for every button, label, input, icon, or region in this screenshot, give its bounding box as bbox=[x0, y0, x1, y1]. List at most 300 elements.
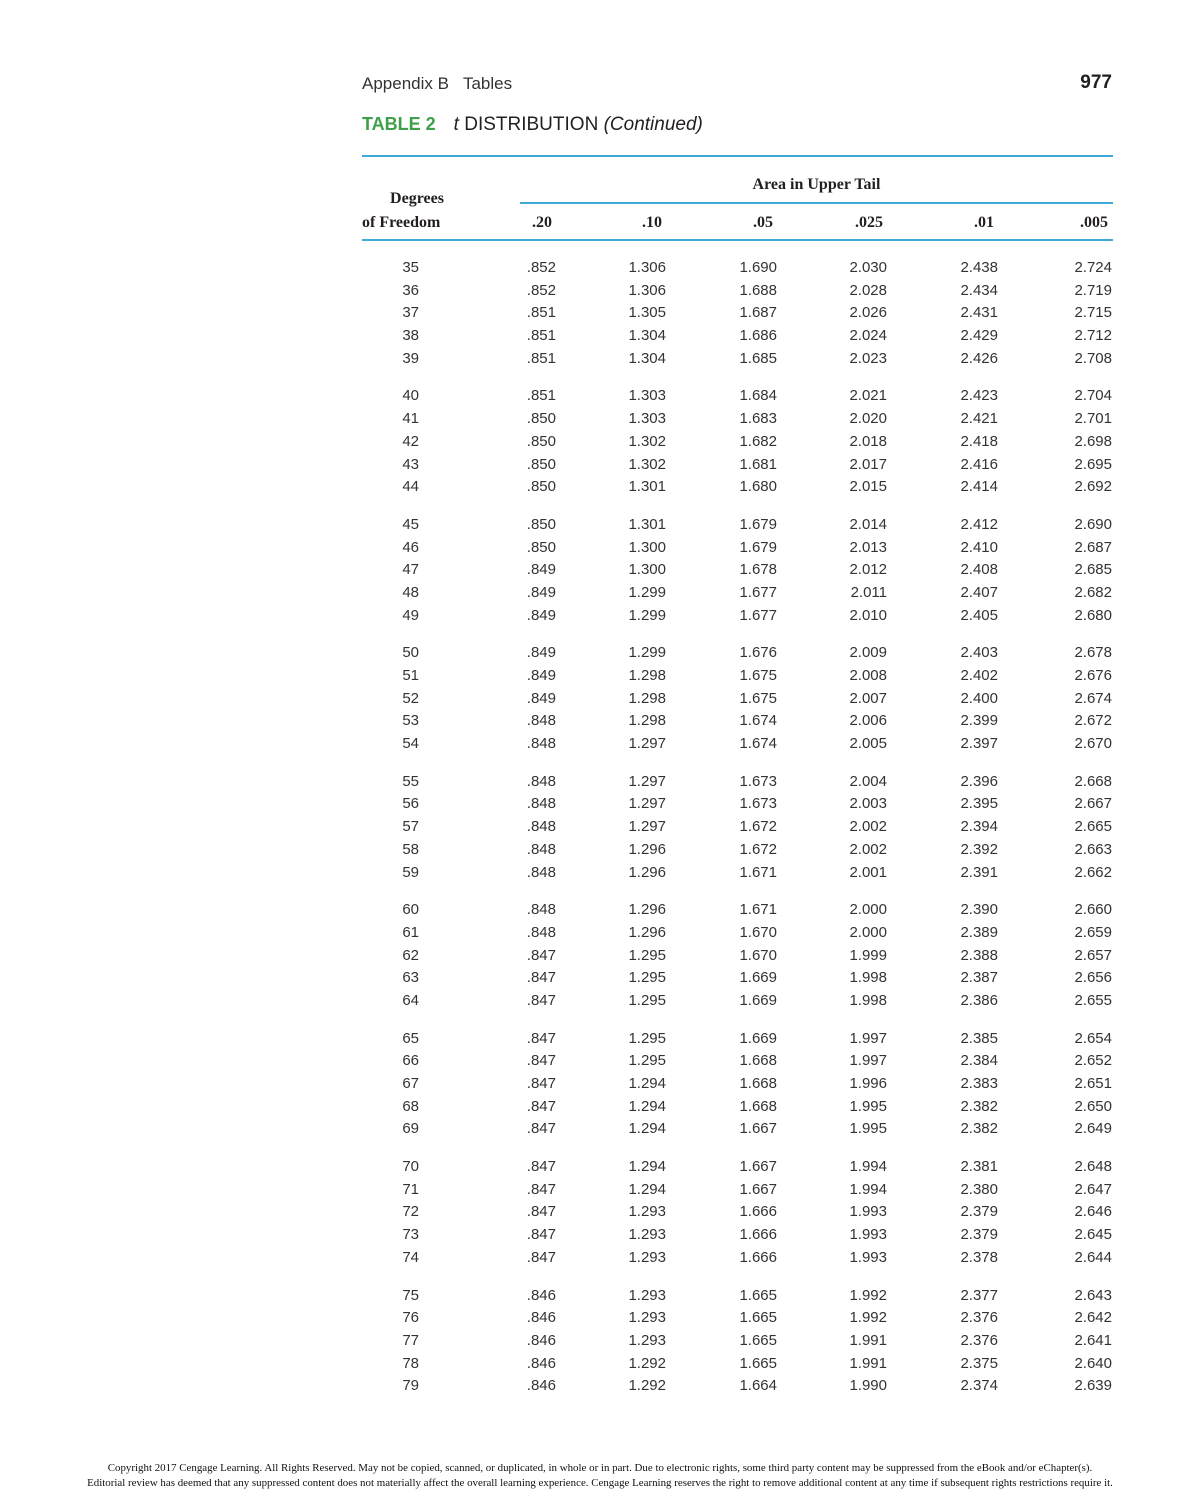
df-cell: 68 bbox=[402, 1097, 419, 1115]
table-row bbox=[362, 1224, 1113, 1247]
value-cell: 2.017 bbox=[849, 455, 887, 473]
value-cell: 1.293 bbox=[628, 1248, 666, 1266]
value-cell: 2.405 bbox=[960, 606, 998, 624]
value-cell: 1.297 bbox=[628, 818, 666, 836]
value-cell: 1.992 bbox=[849, 1309, 887, 1327]
value-cell: 2.412 bbox=[960, 515, 998, 533]
value-cell: 2.687 bbox=[1074, 538, 1112, 556]
value-cell: 1.295 bbox=[628, 969, 666, 987]
table-row bbox=[362, 642, 1113, 665]
df-cell: 36 bbox=[402, 281, 419, 299]
value-cell: 1.678 bbox=[739, 561, 777, 579]
df-cell: 49 bbox=[402, 606, 419, 624]
value-cell: 2.379 bbox=[960, 1203, 998, 1221]
value-cell: 1.293 bbox=[628, 1331, 666, 1349]
value-cell: 1.674 bbox=[739, 712, 777, 730]
value-cell: 2.382 bbox=[960, 1097, 998, 1115]
running-head-title bbox=[362, 74, 512, 94]
value-cell: 1.684 bbox=[739, 387, 777, 405]
row-group bbox=[362, 771, 1113, 884]
value-cell: 2.667 bbox=[1074, 795, 1112, 813]
value-cell: 2.662 bbox=[1074, 863, 1112, 881]
table-row bbox=[362, 454, 1113, 477]
table-continued: (Continued) bbox=[603, 114, 703, 135]
value-cell: 2.002 bbox=[849, 818, 887, 836]
value-cell: .850 bbox=[526, 515, 556, 533]
df-cell: 76 bbox=[402, 1309, 419, 1327]
value-cell: 2.012 bbox=[849, 561, 887, 579]
value-cell: 1.675 bbox=[739, 689, 777, 707]
df-cell: 66 bbox=[402, 1052, 419, 1070]
value-cell: 2.410 bbox=[960, 538, 998, 556]
value-cell: 2.692 bbox=[1074, 478, 1112, 496]
value-cell: .846 bbox=[526, 1354, 556, 1372]
column-header: .025 bbox=[855, 214, 883, 231]
value-cell: 1.294 bbox=[628, 1120, 666, 1138]
value-cell: 1.994 bbox=[849, 1158, 887, 1176]
value-cell: .848 bbox=[526, 795, 556, 813]
value-cell: 1.683 bbox=[739, 410, 777, 428]
value-cell: 2.009 bbox=[849, 644, 887, 662]
table-row bbox=[362, 1285, 1113, 1308]
df-cell: 62 bbox=[402, 946, 419, 964]
df-cell: 61 bbox=[402, 923, 419, 941]
value-cell: 2.001 bbox=[849, 863, 887, 881]
value-cell: 2.374 bbox=[960, 1377, 998, 1395]
value-cell: 2.000 bbox=[849, 923, 887, 941]
table-label: TABLE 2 bbox=[362, 114, 436, 134]
value-cell: 1.301 bbox=[628, 515, 666, 533]
value-cell: 1.667 bbox=[739, 1180, 777, 1198]
table-row bbox=[362, 733, 1113, 756]
value-cell: 1.666 bbox=[739, 1226, 777, 1244]
value-cell: 2.639 bbox=[1074, 1377, 1112, 1395]
value-cell: 1.299 bbox=[628, 583, 666, 601]
df-cell: 35 bbox=[402, 259, 419, 276]
value-cell: 2.668 bbox=[1074, 772, 1112, 790]
value-cell: 2.005 bbox=[849, 735, 887, 753]
value-cell: .847 bbox=[526, 1120, 556, 1138]
df-cell: 50 bbox=[402, 644, 419, 662]
value-cell: 2.660 bbox=[1074, 901, 1112, 919]
table-row bbox=[362, 1247, 1113, 1270]
value-cell: 2.000 bbox=[849, 901, 887, 919]
table-row bbox=[362, 348, 1113, 371]
value-cell: 1.991 bbox=[849, 1331, 887, 1349]
value-cell: 1.668 bbox=[739, 1052, 777, 1070]
value-cell: 1.679 bbox=[739, 515, 777, 533]
value-cell: 2.400 bbox=[960, 689, 998, 707]
value-cell: .847 bbox=[526, 991, 556, 1009]
value-cell: 2.690 bbox=[1074, 515, 1112, 533]
value-cell: 2.418 bbox=[960, 432, 998, 450]
value-cell: 2.387 bbox=[960, 969, 998, 987]
value-cell: 2.020 bbox=[849, 410, 887, 428]
value-cell: 2.408 bbox=[960, 561, 998, 579]
value-cell: 1.690 bbox=[739, 259, 777, 276]
value-cell: 1.680 bbox=[739, 478, 777, 496]
value-cell: 2.388 bbox=[960, 946, 998, 964]
table-row bbox=[362, 582, 1113, 605]
value-cell: 2.383 bbox=[960, 1075, 998, 1092]
table-row bbox=[362, 816, 1113, 839]
value-cell: 2.015 bbox=[849, 478, 887, 496]
value-cell: 1.294 bbox=[628, 1097, 666, 1115]
value-cell: .846 bbox=[526, 1377, 556, 1395]
value-cell: 2.384 bbox=[960, 1052, 998, 1070]
value-cell: 1.306 bbox=[628, 281, 666, 299]
row-group bbox=[362, 1028, 1113, 1141]
value-cell: 2.698 bbox=[1074, 432, 1112, 450]
df-cell: 73 bbox=[402, 1226, 419, 1244]
value-cell: 2.643 bbox=[1074, 1286, 1112, 1304]
value-cell: 2.665 bbox=[1074, 818, 1112, 836]
value-cell: 2.654 bbox=[1074, 1029, 1112, 1047]
value-cell: 2.021 bbox=[849, 387, 887, 405]
column-header: .10 bbox=[642, 214, 662, 231]
value-cell: 2.704 bbox=[1074, 387, 1112, 405]
value-cell: 2.394 bbox=[960, 818, 998, 836]
row-group bbox=[362, 1285, 1113, 1398]
value-cell: 1.677 bbox=[739, 606, 777, 624]
value-cell: 2.402 bbox=[960, 667, 998, 684]
df-cell: 43 bbox=[402, 455, 419, 473]
df-cell: 69 bbox=[402, 1120, 419, 1138]
value-cell: 2.708 bbox=[1074, 349, 1112, 367]
value-cell: 2.715 bbox=[1074, 304, 1112, 322]
value-cell: 2.676 bbox=[1074, 667, 1112, 684]
value-cell: 2.028 bbox=[849, 281, 887, 299]
df-cell: 38 bbox=[402, 327, 419, 345]
value-cell: 2.007 bbox=[849, 689, 887, 707]
value-cell: .847 bbox=[526, 969, 556, 987]
df-cell: 56 bbox=[402, 795, 419, 813]
value-cell: 1.677 bbox=[739, 583, 777, 601]
df-header-line1: Degrees bbox=[390, 190, 444, 207]
value-cell: 2.656 bbox=[1074, 969, 1112, 987]
value-cell: 2.011 bbox=[850, 583, 887, 601]
table-row bbox=[362, 1028, 1113, 1051]
value-cell: 2.434 bbox=[960, 281, 998, 299]
table-row bbox=[362, 839, 1113, 862]
df-cell: 39 bbox=[402, 349, 419, 367]
value-cell: 1.666 bbox=[739, 1248, 777, 1266]
df-cell: 54 bbox=[402, 735, 419, 753]
df-cell: 75 bbox=[402, 1286, 419, 1304]
value-cell: 1.296 bbox=[628, 863, 666, 881]
value-cell: .849 bbox=[526, 644, 556, 662]
df-header-line2: of Freedom bbox=[362, 214, 441, 231]
table-row bbox=[362, 1375, 1113, 1398]
df-cell: 44 bbox=[402, 478, 419, 496]
table-row bbox=[362, 665, 1113, 688]
table-row bbox=[362, 688, 1113, 711]
value-cell: .848 bbox=[526, 735, 556, 753]
value-cell: 1.298 bbox=[628, 689, 666, 707]
value-cell: 1.993 bbox=[849, 1248, 887, 1266]
table-row bbox=[362, 476, 1113, 499]
value-cell: 2.678 bbox=[1074, 644, 1112, 662]
value-cell: 1.665 bbox=[739, 1309, 777, 1327]
row-group bbox=[362, 1156, 1113, 1269]
value-cell: 2.421 bbox=[960, 410, 998, 428]
value-cell: 2.386 bbox=[960, 991, 998, 1009]
value-cell: .847 bbox=[526, 1029, 556, 1047]
value-cell: 2.003 bbox=[849, 795, 887, 813]
df-cell: 70 bbox=[402, 1158, 419, 1176]
value-cell: 2.641 bbox=[1074, 1331, 1112, 1349]
df-cell: 51 bbox=[402, 667, 419, 684]
value-cell: 2.648 bbox=[1074, 1158, 1112, 1176]
df-cell: 64 bbox=[402, 991, 419, 1009]
value-cell: 1.296 bbox=[628, 923, 666, 941]
value-cell: 1.302 bbox=[628, 455, 666, 473]
footer-line-1: Copyright 2017 Cengage Learning. All Rights Reserved. May not be copied, scanned, or duplicated, in whole or in part. Due to electronic rights, some third party content may be suppressed from the eBook and/or eChapter(s). bbox=[107, 1462, 1093, 1474]
value-cell: 2.399 bbox=[960, 712, 998, 730]
value-cell: 2.701 bbox=[1074, 410, 1112, 428]
table-row bbox=[362, 862, 1113, 885]
value-cell: 1.303 bbox=[628, 387, 666, 405]
value-cell: .848 bbox=[526, 901, 556, 919]
value-cell: .848 bbox=[526, 818, 556, 836]
value-cell: 2.396 bbox=[960, 772, 998, 790]
value-cell: 1.997 bbox=[849, 1029, 887, 1047]
df-cell: 42 bbox=[402, 432, 419, 450]
value-cell: 1.685 bbox=[739, 349, 777, 367]
value-cell: 1.995 bbox=[849, 1120, 887, 1138]
value-cell: 2.642 bbox=[1074, 1309, 1112, 1327]
table-row bbox=[362, 408, 1113, 431]
value-cell: 2.640 bbox=[1074, 1354, 1112, 1372]
value-cell: .852 bbox=[526, 281, 556, 299]
value-cell: 1.671 bbox=[739, 901, 777, 919]
df-cell: 59 bbox=[402, 863, 419, 881]
value-cell: 2.659 bbox=[1074, 923, 1112, 941]
value-cell: 1.672 bbox=[739, 840, 777, 858]
value-cell: 2.024 bbox=[849, 327, 887, 345]
value-cell: 1.686 bbox=[739, 327, 777, 345]
value-cell: 1.665 bbox=[739, 1331, 777, 1349]
table-row bbox=[362, 559, 1113, 582]
value-cell: 2.650 bbox=[1074, 1097, 1112, 1115]
value-cell: .848 bbox=[526, 863, 556, 881]
value-cell: 1.996 bbox=[849, 1075, 887, 1092]
value-cell: .847 bbox=[526, 1097, 556, 1115]
value-cell: 1.295 bbox=[628, 1029, 666, 1047]
table-row bbox=[362, 1307, 1113, 1330]
value-cell: 1.993 bbox=[849, 1203, 887, 1221]
area-header-rule bbox=[520, 202, 1113, 204]
value-cell: 1.669 bbox=[739, 969, 777, 987]
df-cell: 72 bbox=[402, 1203, 419, 1221]
value-cell: 1.993 bbox=[849, 1226, 887, 1244]
value-cell: 2.391 bbox=[960, 863, 998, 881]
value-cell: 2.429 bbox=[960, 327, 998, 345]
value-cell: 1.297 bbox=[628, 795, 666, 813]
df-cell: 41 bbox=[402, 410, 419, 428]
value-cell: .851 bbox=[526, 387, 556, 405]
table-row bbox=[362, 967, 1113, 990]
value-cell: 2.390 bbox=[960, 901, 998, 919]
value-cell: 1.296 bbox=[628, 840, 666, 858]
table-row bbox=[362, 710, 1113, 733]
value-cell: 2.416 bbox=[960, 455, 998, 473]
table-row bbox=[362, 1073, 1113, 1096]
value-cell: 2.651 bbox=[1074, 1075, 1112, 1092]
value-cell: 2.013 bbox=[849, 538, 887, 556]
value-cell: 1.688 bbox=[739, 281, 777, 299]
value-cell: 1.293 bbox=[628, 1309, 666, 1327]
value-cell: .851 bbox=[526, 349, 556, 367]
row-group bbox=[362, 257, 1113, 370]
value-cell: 1.297 bbox=[628, 735, 666, 753]
value-cell: 1.669 bbox=[739, 1029, 777, 1047]
value-cell: .849 bbox=[526, 583, 556, 601]
value-cell: 2.655 bbox=[1074, 991, 1112, 1009]
value-cell: .850 bbox=[526, 455, 556, 473]
df-cell: 48 bbox=[402, 583, 419, 601]
value-cell: .848 bbox=[526, 923, 556, 941]
value-cell: .849 bbox=[526, 689, 556, 707]
value-cell: 2.670 bbox=[1074, 735, 1112, 753]
value-cell: 1.676 bbox=[739, 644, 777, 662]
header-bottom-rule bbox=[362, 239, 1113, 241]
value-cell: 2.407 bbox=[960, 583, 998, 601]
value-cell: 2.010 bbox=[849, 606, 887, 624]
table-row bbox=[362, 257, 1113, 280]
df-cell: 78 bbox=[402, 1354, 419, 1372]
table-row bbox=[362, 605, 1113, 628]
value-cell: 2.018 bbox=[849, 432, 887, 450]
value-cell: 2.375 bbox=[960, 1354, 998, 1372]
area-header: Area in Upper Tail bbox=[752, 176, 881, 193]
value-cell: 2.376 bbox=[960, 1309, 998, 1327]
value-cell: 1.304 bbox=[628, 327, 666, 345]
value-cell: .847 bbox=[526, 946, 556, 964]
value-cell: 2.724 bbox=[1074, 259, 1112, 276]
running-head bbox=[362, 72, 1112, 98]
row-group bbox=[362, 514, 1113, 627]
value-cell: .847 bbox=[526, 1052, 556, 1070]
value-cell: 2.002 bbox=[849, 840, 887, 858]
value-cell: 1.298 bbox=[628, 712, 666, 730]
df-cell: 45 bbox=[402, 515, 419, 533]
value-cell: .847 bbox=[526, 1203, 556, 1221]
value-cell: 1.675 bbox=[739, 667, 777, 684]
value-cell: .846 bbox=[526, 1286, 556, 1304]
value-cell: 1.294 bbox=[628, 1075, 666, 1092]
df-cell: 65 bbox=[402, 1029, 419, 1047]
value-cell: 2.647 bbox=[1074, 1180, 1112, 1198]
value-cell: 1.296 bbox=[628, 901, 666, 919]
appendix-label: Appendix B bbox=[362, 74, 449, 93]
df-cell: 55 bbox=[402, 772, 419, 790]
value-cell: 1.997 bbox=[849, 1052, 887, 1070]
value-cell: 1.665 bbox=[739, 1354, 777, 1372]
value-cell: 1.994 bbox=[849, 1180, 887, 1198]
table-row bbox=[362, 793, 1113, 816]
table-row bbox=[362, 325, 1113, 348]
value-cell: .847 bbox=[526, 1180, 556, 1198]
value-cell: 1.306 bbox=[628, 259, 666, 276]
value-cell: 1.992 bbox=[849, 1286, 887, 1304]
value-cell: 1.300 bbox=[628, 538, 666, 556]
value-cell: 2.004 bbox=[849, 772, 887, 790]
value-cell: 1.295 bbox=[628, 1052, 666, 1070]
table-row bbox=[362, 1353, 1113, 1376]
value-cell: 1.294 bbox=[628, 1180, 666, 1198]
table-row bbox=[362, 280, 1113, 303]
table-row bbox=[362, 1201, 1113, 1224]
value-cell: 1.670 bbox=[739, 946, 777, 964]
value-cell: 1.682 bbox=[739, 432, 777, 450]
page-number: 977 bbox=[1080, 72, 1112, 93]
value-cell: 1.664 bbox=[739, 1377, 777, 1395]
table-symbol: t bbox=[453, 114, 459, 135]
value-cell: 1.299 bbox=[628, 644, 666, 662]
value-cell: 1.665 bbox=[739, 1286, 777, 1304]
value-cell: .849 bbox=[526, 606, 556, 624]
table-row bbox=[362, 1179, 1113, 1202]
df-cell: 46 bbox=[402, 538, 419, 556]
value-cell: 2.438 bbox=[960, 259, 998, 276]
value-cell: 2.712 bbox=[1074, 327, 1112, 345]
value-cell: 1.672 bbox=[739, 818, 777, 836]
value-cell: 1.668 bbox=[739, 1097, 777, 1115]
table-body bbox=[362, 257, 1113, 1413]
value-cell: 1.998 bbox=[849, 969, 887, 987]
value-cell: .852 bbox=[526, 259, 556, 276]
df-cell: 57 bbox=[402, 818, 419, 836]
appendix-title: Tables bbox=[462, 74, 513, 93]
value-cell: 1.998 bbox=[849, 991, 887, 1009]
table-row bbox=[362, 1330, 1113, 1353]
value-cell: 1.298 bbox=[628, 667, 666, 684]
value-cell: .847 bbox=[526, 1158, 556, 1176]
value-cell: 2.382 bbox=[960, 1120, 998, 1138]
value-cell: 1.671 bbox=[739, 863, 777, 881]
value-cell: 1.673 bbox=[739, 772, 777, 790]
value-cell: 2.403 bbox=[960, 644, 998, 662]
value-cell: 1.679 bbox=[739, 538, 777, 556]
value-cell: 1.293 bbox=[628, 1226, 666, 1244]
value-cell: 2.385 bbox=[960, 1029, 998, 1047]
value-cell: .848 bbox=[526, 772, 556, 790]
table-title bbox=[362, 114, 703, 136]
value-cell: 1.995 bbox=[849, 1097, 887, 1115]
value-cell: 2.026 bbox=[849, 304, 887, 322]
value-cell: .846 bbox=[526, 1331, 556, 1349]
value-cell: 2.672 bbox=[1074, 712, 1112, 730]
value-cell: 2.695 bbox=[1074, 455, 1112, 473]
value-cell: .850 bbox=[526, 538, 556, 556]
df-cell: 67 bbox=[402, 1075, 419, 1092]
df-cell: 40 bbox=[402, 387, 419, 405]
df-cell: 53 bbox=[402, 712, 419, 730]
value-cell: 2.682 bbox=[1074, 583, 1112, 601]
value-cell: 2.657 bbox=[1074, 946, 1112, 964]
df-cell: 77 bbox=[402, 1331, 419, 1349]
value-cell: .848 bbox=[526, 712, 556, 730]
value-cell: 2.680 bbox=[1074, 606, 1112, 624]
value-cell: .851 bbox=[526, 304, 556, 322]
value-cell: .847 bbox=[526, 1248, 556, 1266]
table-row bbox=[362, 1050, 1113, 1073]
table-row bbox=[362, 514, 1113, 537]
value-cell: .850 bbox=[526, 410, 556, 428]
value-cell: 2.414 bbox=[960, 478, 998, 496]
table-row bbox=[362, 431, 1113, 454]
